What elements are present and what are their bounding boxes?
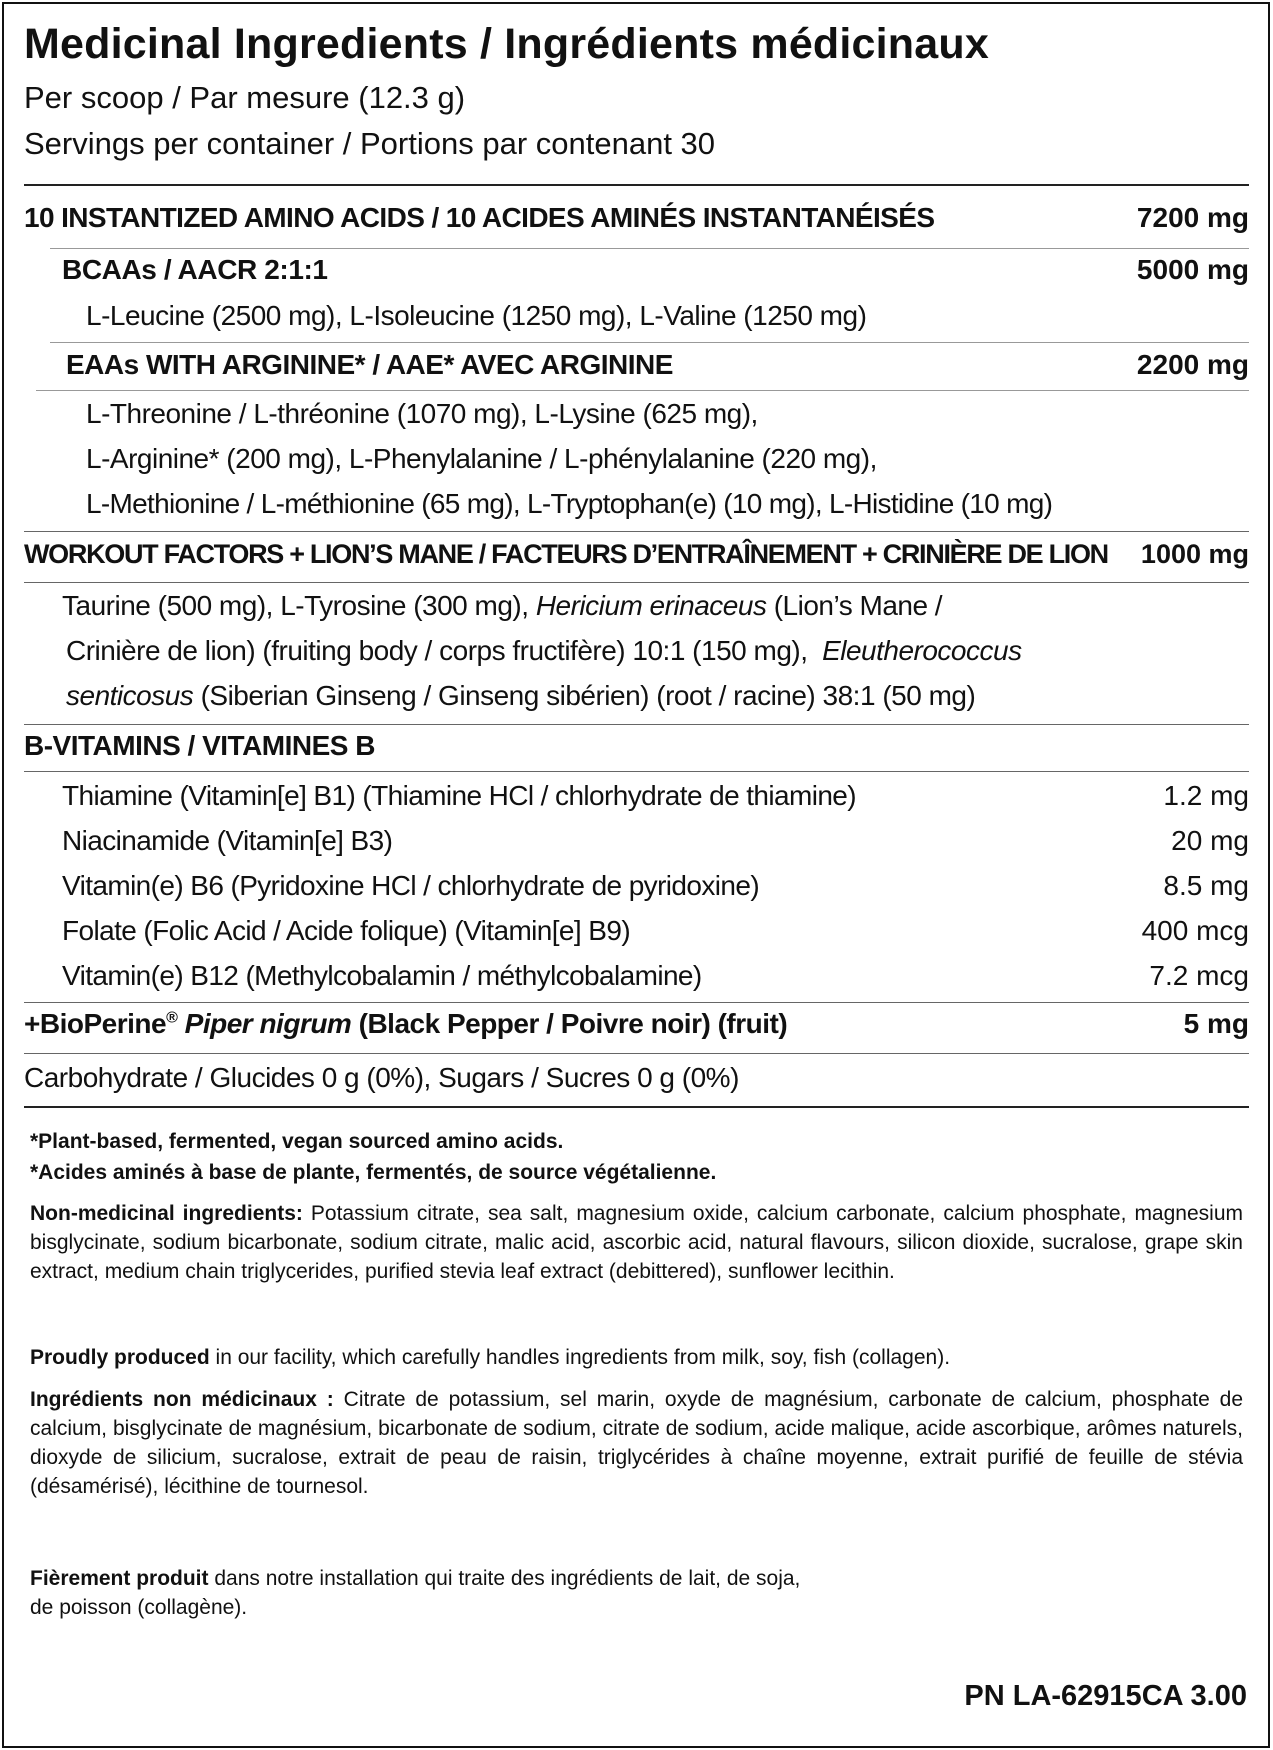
- workout-line-2: [66, 635, 1022, 667]
- workout-amount: 1000 mg: [1140, 539, 1249, 569]
- footnote-plant-en-text: *Plant-based, fermented, vegan sourced amino acids.: [30, 1130, 564, 1153]
- bcaa-row: [62, 254, 1249, 286]
- serving-size: Per scoop / Par mesure (12.3 g): [24, 80, 466, 115]
- part-number: PN LA-62915CA 3.00: [964, 1680, 1247, 1712]
- divider: [24, 582, 1249, 583]
- eaa-amount: 2200 mg: [1136, 349, 1249, 380]
- bcaa-detail: L-Leucine (2500 mg), L-Isoleucine (1250 mg), L-Valine (1250 mg): [86, 300, 867, 331]
- amino-acids-label: 10 INSTANTIZED AMINO ACIDS / 10 ACIDES AMINÉS INSTANTANÉISÉS: [24, 202, 935, 233]
- proudly-produced-text: in our facility, which carefully handles ingredients from milk, soy, fish (collagen).: [209, 1346, 951, 1369]
- fierement-produit-text-1: dans notre installation qui traite des ingrédients de lait, de soja,: [208, 1567, 801, 1590]
- non-medicinal-ingredients-fr: [30, 1385, 1243, 1501]
- footnote-plant-en: [30, 1127, 1243, 1156]
- workout-line-1-c: (Lion’s Mane /: [766, 590, 943, 621]
- non-medicinal-fr-text: Citrate de potassium, sel marin, oxyde de magnésium, carbonate de calcium, phosphate de calcium, bisglycinate de magnésium, bicarbonate de sodium, citrate de sodium, acide malique, acide ascorbique, arômes naturels, dioxyde de silicium, sucralose, extrait de peau de raisin, triglycérides à chaîne moyenne, extrait purifié de feuille de stévia (désamérisé), lécithine de tournesol.: [30, 1388, 1243, 1498]
- vitamin-amount: 7.2 mcg: [1149, 960, 1249, 991]
- workout-row: [24, 539, 1249, 570]
- servings-per-container: Servings per container / Portions par contenant 30: [24, 126, 716, 161]
- proudly-produced: [30, 1343, 1243, 1372]
- fierement-produit-text-2: de poisson (collagène).: [30, 1596, 248, 1619]
- vitamin-name: Vitamin(e) B6 (Pyridoxine HCl / chlorhydrate de pyridoxine): [62, 870, 760, 901]
- workout-line-1: [62, 590, 942, 622]
- non-medicinal-fr-label: Ingrédients non médicinaux :: [30, 1388, 334, 1411]
- non-medicinal-label: Non-medicinal ingredients:: [30, 1202, 303, 1225]
- divider: [50, 248, 1249, 249]
- eaa-line-2: L-Arginine* (200 mg), L-Phenylalanine / L-phénylalanine (220 mg),: [86, 443, 877, 474]
- workout-line-2-latin: Eleutherococcus: [822, 635, 1022, 666]
- proudly-produced-label: Proudly produced: [30, 1346, 210, 1369]
- workout-label: WORKOUT FACTORS + LION’S MANE / FACTEURS D’ENTRAÎNEMENT + CRINIÈRE DE LION: [24, 539, 1108, 569]
- workout-line-3-latin: senticosus: [66, 680, 194, 711]
- vitamin-row: [62, 915, 1249, 947]
- vitamin-row: [62, 960, 1249, 992]
- bioperine-label: [24, 1008, 787, 1040]
- footnote-plant-fr: [30, 1158, 1243, 1187]
- amino-acids-amount: 7200 mg: [1136, 202, 1249, 233]
- fierement-produit-label: Fièrement produit: [30, 1567, 209, 1590]
- vitamin-name: Vitamin(e) B12 (Methylcobalamin / méthylcobalamine): [62, 960, 702, 991]
- non-medicinal-ingredients: [30, 1199, 1243, 1286]
- vitamin-row: [62, 825, 1249, 857]
- fierement-produit: [30, 1564, 1243, 1622]
- divider: [24, 1053, 1249, 1054]
- workout-line-2-a: Crinière de lion) (fruiting body / corps fructifère) 10:1 (150 mg),: [66, 635, 823, 666]
- vitamin-row: [62, 780, 1249, 812]
- workout-line-3: [66, 680, 975, 712]
- bcaa-amount: 5000 mg: [1136, 254, 1249, 285]
- vitamin-amount: 1.2 mg: [1163, 780, 1249, 811]
- eaa-line-3: L-Methionine / L-méthionine (65 mg), L-Tryptophan(e) (10 mg), L-Histidine (10 mg): [86, 488, 1053, 519]
- workout-line-3-b: (Siberian Ginseng / Ginseng sibérien) (root / racine) 38:1 (50 mg): [193, 680, 976, 711]
- amino-acids-row: [24, 202, 1249, 234]
- b-vitamins-label: B-VITAMINS / VITAMINES B: [24, 730, 375, 761]
- vitamin-row: [62, 870, 1249, 902]
- divider: [24, 531, 1249, 532]
- eaa-line-1: L-Threonine / L-thréonine (1070 mg), L-Lysine (625 mg),: [86, 398, 758, 429]
- workout-line-1-latin: Hericium erinaceus: [535, 590, 767, 621]
- panel-title: Medicinal Ingredients / Ingrédients médicinaux: [24, 20, 989, 68]
- vitamin-amount: 400 mcg: [1141, 915, 1249, 946]
- vitamin-name: Thiamine (Vitamin[e] B1) (Thiamine HCl / chlorhydrate de thiamine): [62, 780, 856, 811]
- workout-line-1-a: Taurine (500 mg), L-Tyrosine (300 mg),: [62, 590, 536, 621]
- divider: [50, 342, 1249, 343]
- b-vitamins-row: [24, 730, 1249, 762]
- divider: [24, 724, 1249, 725]
- eaa-label: EAAs WITH ARGININE* / AAE* AVEC ARGININE: [66, 349, 673, 380]
- divider: [24, 1002, 1249, 1003]
- bioperine-latin: Piper nigrum: [184, 1008, 352, 1039]
- bioperine-amount: 5 mg: [1183, 1008, 1249, 1039]
- vitamin-amount: 20 mg: [1171, 825, 1249, 856]
- bioperine-name: +BioPerine: [24, 1008, 167, 1039]
- bioperine-row: [24, 1008, 1249, 1040]
- divider: [24, 771, 1249, 772]
- vitamin-amount: 8.5 mg: [1163, 870, 1249, 901]
- registered-mark: ®: [166, 1009, 178, 1027]
- footer-divider: [24, 1106, 1249, 1108]
- footnote-plant-fr-text: *Acides aminés à base de plante, fermentés, de source végétalienne.: [30, 1161, 717, 1184]
- bcaa-label: BCAAs / AACR 2:1:1: [62, 254, 328, 285]
- eaa-row: [66, 349, 1249, 381]
- non-medicinal-text: Potassium citrate, sea salt, magnesium oxide, calcium carbonate, calcium phosphate, magnesium bisglycinate, sodium bicarbonate, sodium citrate, malic acid, ascorbic acid, natural flavours, silicon dioxide, sucralose, grape skin extract, medium chain triglycerides, purified stevia leaf extract (debittered), sunflower lecithin.: [30, 1202, 1243, 1283]
- bioperine-rest: (Black Pepper / Poivre noir) (fruit): [351, 1008, 788, 1039]
- header-divider: [24, 184, 1249, 186]
- carbohydrate-line: Carbohydrate / Glucides 0 g (0%), Sugars / Sucres 0 g (0%): [24, 1062, 739, 1093]
- divider: [36, 390, 1249, 391]
- vitamin-name: Niacinamide (Vitamin[e] B3): [62, 825, 393, 856]
- vitamin-name: Folate (Folic Acid / Acide folique) (Vitamin[e] B9): [62, 915, 631, 946]
